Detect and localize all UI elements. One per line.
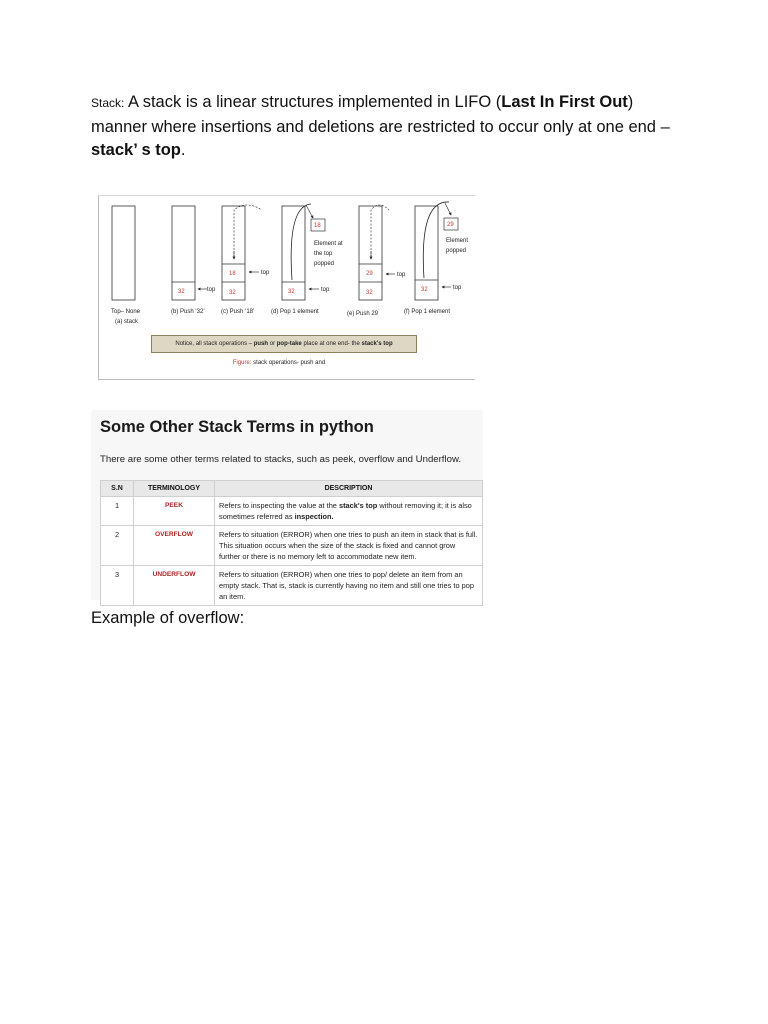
intro-bold-top: stack’ s top: [91, 141, 181, 159]
table-header-row: [101, 481, 483, 497]
stack-f-top: top: [453, 285, 462, 291]
row-description: [215, 497, 483, 526]
stack-c-caption: (c) Push ‘18’: [221, 309, 255, 315]
stack-operations-figure: [98, 195, 475, 380]
stack-terms-section: [91, 410, 483, 600]
row-description: Refers to situation (ERROR) when one tries to pop/ delete an item from an empty stack. That is, stack is currently having no item and still one tries to pop an item.: [215, 566, 483, 606]
row-term: PEEK: [134, 497, 215, 526]
stack-d-popped: 18: [314, 223, 321, 229]
section-title: Some Other Stack Terms in python: [100, 418, 374, 436]
desc-bold: inspection.: [294, 512, 334, 521]
stack-f-cell: 32: [421, 287, 428, 293]
stack-a-caption-1: Top– None: [111, 309, 141, 315]
desc-bold: stack's top: [338, 501, 378, 510]
stack-d-cell: 32: [288, 289, 295, 295]
example-heading: Example of overflow:: [91, 609, 245, 627]
stack-f-popped-label-1: Element: [446, 238, 469, 244]
stack-f-popped-label-2: popped: [446, 248, 467, 254]
note-bold-push: push: [253, 341, 269, 347]
stack-d-popped-label-1: Element at: [314, 241, 343, 247]
stack-f-caption: (f) Pop 1 element: [404, 309, 451, 315]
stack-b-caption: (b) Push ‘32’: [171, 309, 205, 315]
row-term: UNDERFLOW: [134, 566, 215, 606]
terms-table: [100, 480, 483, 606]
stack-d-caption: (d) Pop 1 element: [271, 309, 319, 315]
stack-e-cell-bottom: 32: [366, 290, 373, 296]
note-text-2: or: [268, 341, 277, 347]
section-lead: There are some other terms related to stacks, such as peek, overflow and Underflow.: [100, 454, 462, 465]
row-description: Refers to situation (ERROR) when one tries to push an item in stack that is full. This situation occurs when the size of the stack is fixed and cannot grow further or there is no memory left to accommodate new item.: [215, 526, 483, 566]
intro-text-2: ) manner where insertions and deletions are restricted to occur only at one end –: [91, 93, 670, 136]
stack-c-container: [222, 206, 245, 300]
desc-text: Refers to inspecting the value at the: [219, 501, 339, 510]
stack-d-top: top: [321, 287, 330, 293]
header-description: DESCRIPTION: [215, 481, 483, 497]
intro-label: Stack:: [91, 96, 125, 110]
stack-e-caption: (e) Push 29: [347, 311, 379, 317]
note-text-1: Notice, all stack operations –: [175, 341, 254, 347]
intro-text-1: A stack is a linear structures implemented in LIFO (: [128, 93, 502, 111]
stack-e-container: [359, 206, 382, 300]
stack-a-container: [112, 206, 135, 300]
table-row: [101, 497, 483, 526]
row-sn: 3: [101, 566, 134, 606]
intro-text-3: .: [180, 141, 186, 159]
note-text-3: place at one end- the: [301, 341, 362, 347]
figure-caption-label: Figure:: [232, 360, 252, 366]
intro-paragraph: [91, 91, 691, 163]
table-row: [101, 566, 483, 606]
desc-text: without removing it; it is also sometimes referred as: [219, 501, 472, 521]
stack-a-caption-2: (a) stack: [115, 319, 139, 325]
stack-f-container: [415, 206, 438, 300]
note-bold-top: stack's top: [361, 341, 393, 347]
stack-d-container: [282, 206, 305, 300]
row-sn: 1: [101, 497, 134, 526]
figure-caption-text: stack operations- push and: [251, 360, 326, 366]
stack-b-top: top: [207, 287, 216, 293]
header-terminology: TERMINOLOGY: [134, 481, 215, 497]
stack-c-cell-top: 18: [229, 271, 236, 277]
row-term: OVERFLOW: [134, 526, 215, 566]
row-sn: 2: [101, 526, 134, 566]
table-row: [101, 526, 483, 566]
stack-b-cell: 32: [178, 289, 185, 295]
stack-note: [151, 335, 417, 353]
stack-c-top: top: [261, 270, 270, 276]
stack-d-popped-label-3: popped: [314, 261, 335, 267]
stack-b-container: [172, 206, 195, 300]
stack-e-cell-top: 29: [366, 271, 373, 277]
stack-d-popped-label-2: the top: [314, 251, 333, 257]
figure-caption: [99, 360, 459, 366]
intro-bold-lifo: Last In First Out: [501, 93, 628, 111]
stack-f-popped: 29: [447, 222, 454, 228]
note-bold-pop: pop-take: [276, 341, 302, 347]
stack-c-cell-bottom: 32: [229, 290, 236, 296]
stack-e-top: top: [397, 272, 406, 278]
header-sn: S.N: [101, 481, 134, 497]
